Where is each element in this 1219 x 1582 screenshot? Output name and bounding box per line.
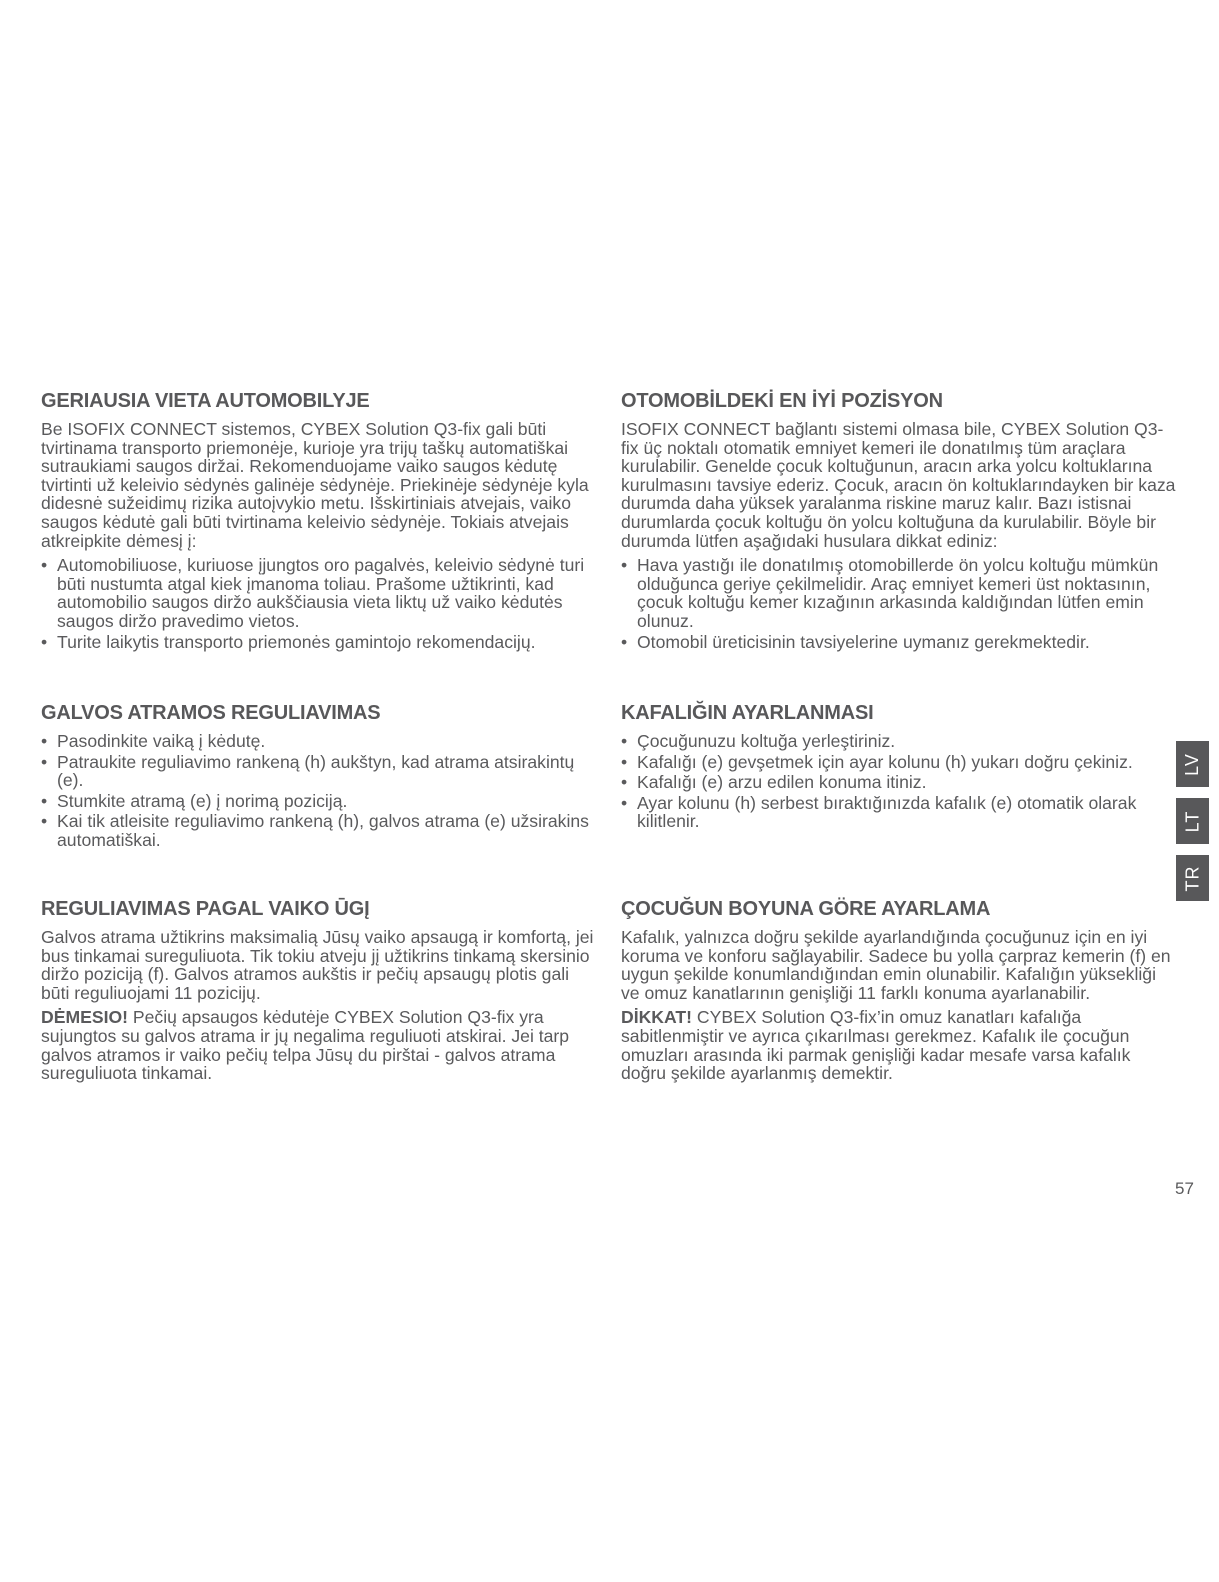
tab-tr[interactable] [1176, 855, 1209, 901]
section-headrest-adjust-lt [41, 700, 601, 852]
section-headrest-adjust-tr [621, 700, 1176, 833]
bullet: • [621, 792, 628, 813]
section-body: Be ISOFIX CONNECT sistemos, CYBEX Solution Q3-fix gali būti tvirtinama transporto priemonėje, kurioje yra trijų taškų automatiškai sutraukiami saugos diržai. Rekomenduojame vaiko saugos kėdutę tvirtinti už keleivio sėdynės galinėje sėdynėje. Priekinėje sėdynėje kyla didesnė sužeidimų rizika autoįvykio metu. Išskirtiniais atvejais, vaiko saugos kėdutė gali būti tvirtinama keleivio sėdynėje. Tokiais atvejais atkreipkite dėmesį į: [41, 419, 589, 551]
page-number: 57 [1175, 1179, 1194, 1198]
section-body: ISOFIX CONNECT bağlantı sistemi olmasa bile, CYBEX Solution Q3-fix üç noktalı otomatik emniyet kemeri ile donatılmış tüm araçlara kurulabilir. Genelde çocuk koltuğunun, aracın arka yolcu koltuklarına kurulmasını tavsiye ederiz. Çocuk, aracın ön koltuklarındayken bir kaza durumda daha yüksek yaralanma riskine maruz kalır. Bazı istisnai durumlarda çocuk koltuğu ön yolcu koltuğuna da kurulabilir. Böyle bir durumda lütfen aşağıdaki husulara dikkat ediniz: [621, 419, 1176, 551]
section-title: OTOMOBİLDEKİ EN İYİ POZİSYON [621, 390, 943, 412]
list-item: • Hava yastığı ile donatılmış otomobillerde ön yolcu koltuğu mümkün olduğunca geriye çekilmelidir. Araç emniyet kemeri üst noktasının, çocuk koltuğu kemer kızağının arkasında kaldığından lütfen emin olunuz. [621, 555, 1159, 631]
tab-label: LT [1181, 810, 1202, 832]
tab-lv[interactable] [1176, 741, 1209, 787]
section-title: KAFALIĞIN AYARLANMASI [621, 702, 874, 724]
bullet-list [41, 556, 601, 651]
bullet: • [41, 555, 48, 576]
section-title: ÇOCUĞUN BOYUNA GÖRE AYARLAMA [621, 898, 991, 920]
list-item: • Kafalığı (e) arzu edilen konuma itiniz. [621, 772, 927, 793]
list-item: • Çocuğunuzu koltuğa yerleştiriniz. [621, 731, 896, 751]
section-title: REGULIAVIMAS PAGAL VAIKO ŪGĮ [41, 898, 370, 920]
bullet: • [621, 751, 628, 772]
warning-text: Pečių apsaugos kėdutėje CYBEX Solution Q3-fix yra sujungtos su galvos atrama ir jų negalima reguliuoti atskirai. Jei tarp galvos atramos ir vaiko pečių telpa Jūsų du pirštai - galvos atrama sureguliuota tinkamai. [41, 1007, 570, 1084]
list-item: • Automobiliuose, kuriuose įjungtos oro pagalvės, keleivio sėdynė turi būti nustumta atgal kiek įmanoma toliau. Prašome užtikrinti, kad automobilio saugos diržo aukščiausia vieta liktų už vaiko kėdutės saugos diržo pravedimo vietos. [41, 555, 585, 631]
bullet: • [41, 790, 48, 811]
section-best-position-tr [621, 388, 1176, 653]
bullet: • [621, 772, 628, 793]
warning-paragraph [41, 1008, 601, 1082]
section-best-position-lt [41, 388, 601, 653]
section-title: GERIAUSIA VIETA AUTOMOBILYJE [41, 390, 370, 412]
list-item: • Otomobil üreticisinin tavsiyelerine uymanız gerekmektedir. [621, 631, 1090, 652]
list-item: • Kai tik atleisite reguliavimo rankeną (h), galvos atrama (e) užsirakins automatiškai. [41, 811, 589, 850]
section-title: GALVOS ATRAMOS REGULIAVIMAS [41, 702, 381, 724]
section-body: Kafalık, yalnızca doğru şekilde ayarlandığında çocuğunuz için en iyi koruma ve konforu sağlayabilir. Sadece bu yolla çarpraz kemerin (f) en uygun şekilde konumlandığından emin olunabilir. Kafalığın yüksekliği ve omuz kanatlarının genişliği 11 farklı konuma ayarlanabilir. [621, 927, 1171, 1003]
bullet: • [41, 631, 48, 652]
warning-label: DĖMESIO! [41, 1007, 128, 1028]
bullet: • [41, 731, 48, 751]
section-height-adjust-lt [41, 896, 601, 1089]
tab-lt[interactable] [1176, 798, 1209, 844]
tab-label: TR [1182, 865, 1202, 891]
list-item: • Ayar kolunu (h) serbest bıraktığınızda kafalık (e) otomatik olarak kilitlenir. [621, 792, 1137, 832]
section-body: Galvos atrama užtikrins maksimalią Jūsų vaiko apsaugą ir komfortą, jei bus tinkamai sureguliuota. Tik tokiu atveju jį užtikrins tinkamą skersinio diržo poziciją (f). Galvos atramos aukštis ir pečių apsaugų plotis gali būti reguliuojami 11 pozicijų. [41, 927, 594, 1003]
warning-label: DİKKAT! [621, 1007, 693, 1028]
list-item: • Pasodinkite vaiką į kėdutę. [41, 731, 266, 751]
warning-paragraph [621, 1008, 1176, 1082]
bullet: • [621, 555, 628, 576]
bullet-list [621, 732, 1176, 831]
bullet: • [621, 631, 628, 652]
section-height-adjust-tr [621, 896, 1176, 1089]
list-item: • Kafalığı (e) gevşetmek için ayar kolunu (h) yukarı doğru çekiniz. [621, 751, 1133, 772]
list-item: • Turite laikytis transporto priemonės gamintojo rekomendacijų. [41, 631, 536, 652]
bullet: • [621, 731, 628, 751]
list-item: • Stumkite atramą (e) į norimą poziciją. [41, 790, 348, 811]
warning-text: CYBEX Solution Q3-fix’in omuz kanatları kafalığa sabitlenmiştir ve ayrıca çıkarılması gerekmez. Kafalık ile çocuğun omuzları arasında iki parmak genişliği kadar mesafe varsa kafalık doğru şekilde ayarlanmış demektir. [621, 1007, 1131, 1084]
tab-label: LV [1182, 752, 1202, 776]
bullet: • [41, 751, 48, 772]
bullet: • [41, 811, 48, 832]
bullet-list [41, 732, 601, 850]
bullet-list [621, 556, 1176, 651]
list-item: • Patraukite reguliavimo rankeną (h) aukštyn, kad atrama atsirakintų (e). [41, 751, 575, 791]
